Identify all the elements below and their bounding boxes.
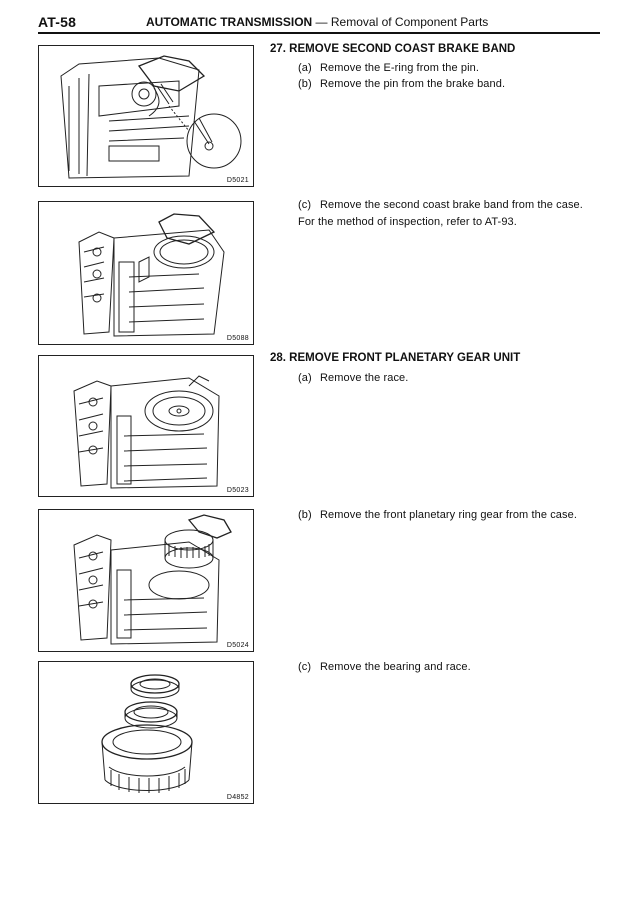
figure-bearing-race	[38, 661, 254, 804]
illustration-e-ring	[39, 46, 253, 186]
illustration-bearing-race	[39, 662, 253, 803]
section-title	[146, 15, 488, 29]
step-27-inspection-note: For the method of inspection, refer to AT-93.	[298, 216, 517, 228]
step-27a-letter: (a)	[298, 62, 312, 74]
step-28a-text: Remove the race.	[320, 372, 409, 384]
step-27c	[298, 199, 583, 211]
step-27c-text: Remove the second coast brake band from the case.	[320, 199, 583, 211]
header-rule	[38, 32, 600, 34]
figure-code: D4852	[226, 794, 249, 801]
step-28-heading: 28. REMOVE FRONT PLANETARY GEAR UNIT	[270, 352, 521, 364]
figure-e-ring-removal	[38, 45, 254, 187]
step-27b-letter: (b)	[298, 78, 312, 90]
step-27a	[298, 62, 479, 74]
figure-code: D5024	[226, 642, 249, 649]
figure-code: D5023	[226, 487, 249, 494]
figure-code: D5088	[226, 335, 249, 342]
step-28a-letter: (a)	[298, 372, 312, 384]
step-27b-text: Remove the pin from the brake band.	[320, 78, 506, 90]
step-28c	[298, 661, 471, 673]
step-27-heading: 27. REMOVE SECOND COAST BRAKE BAND	[270, 43, 516, 55]
step-27c-letter: (c)	[298, 199, 312, 211]
step-28b	[298, 509, 577, 521]
page-header	[38, 12, 600, 34]
illustration-ring-gear	[39, 510, 253, 651]
section-title-subtitle: — Removal of Component Parts	[312, 15, 489, 29]
step-27a-text: Remove the E-ring from the pin.	[320, 62, 480, 74]
step-28b-text: Remove the front planetary ring gear from the case.	[320, 509, 578, 521]
page-number: AT-58	[38, 14, 77, 30]
illustration-brake-band	[39, 202, 253, 344]
section-title-bold: AUTOMATIC TRANSMISSION	[146, 15, 313, 29]
figure-code: D5021	[226, 177, 249, 184]
figure-ring-gear-removal	[38, 509, 254, 652]
figure-race-removal	[38, 355, 254, 497]
illustration-race	[39, 356, 253, 496]
step-28c-text: Remove the bearing and race.	[320, 661, 471, 673]
step-27b	[298, 78, 505, 90]
figure-brake-band-removal	[38, 201, 254, 345]
step-28c-letter: (c)	[298, 661, 312, 673]
step-28b-letter: (b)	[298, 509, 312, 521]
step-28a	[298, 372, 408, 384]
